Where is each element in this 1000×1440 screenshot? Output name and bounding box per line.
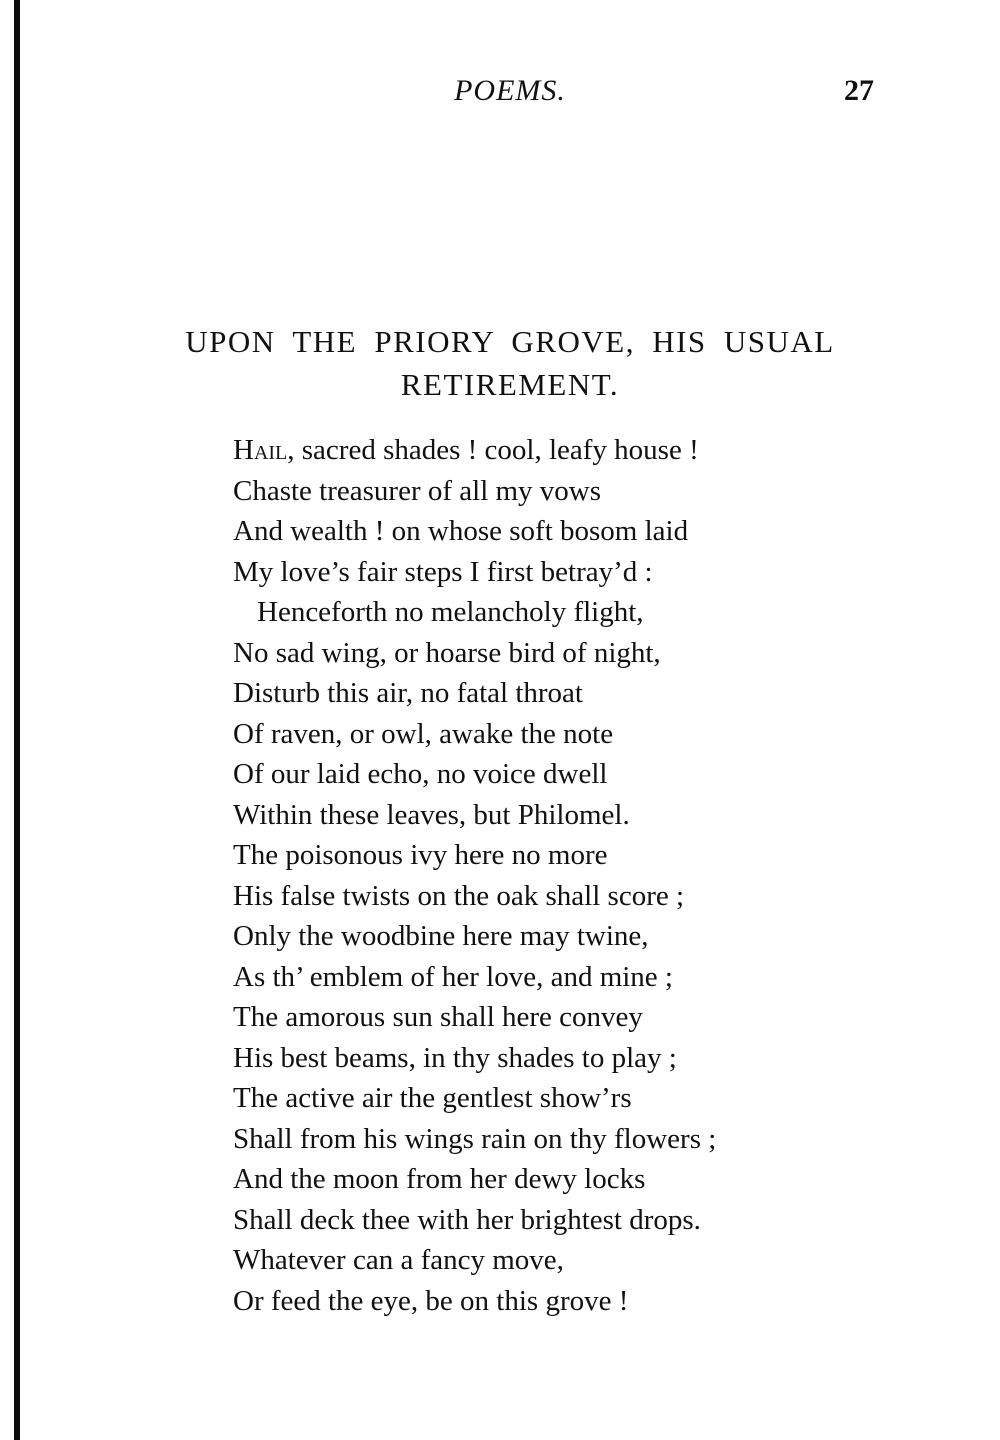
verse-line: Shall from his wings rain on thy flowers ;: [233, 1122, 717, 1155]
verse-line-text: sacred shades ! cool, leafy house !: [301, 434, 699, 466]
verse-line: Whatever can a fancy move,: [233, 1244, 564, 1276]
poem-title-line-1: UPON THE PRIORY GROVE, HIS USUAL: [185, 324, 835, 359]
verse-line: Shall deck thee with her brightest drops.: [233, 1203, 701, 1236]
verse-line: No sad wing, or hoarse bird of night,: [233, 636, 661, 669]
running-title: POEMS.: [454, 74, 566, 107]
verse-line: The active air the gentlest show’rs: [233, 1082, 632, 1114]
verse-line: Of our laid echo, no voice dwell: [233, 758, 608, 790]
opening-word: Hail,: [233, 434, 295, 466]
verse-line: Henceforth no melancholy flight,: [257, 596, 644, 628]
verse-line: My love’s fair steps I first betray’d :: [233, 555, 653, 588]
verse-line: Or feed the eye, be on this grove !: [233, 1284, 629, 1317]
verse-line: The amorous sun shall here convey: [233, 1001, 643, 1033]
verse-line: The poisonous ivy here no more: [233, 839, 608, 871]
verse-line: Within these leaves, but Philomel.: [233, 798, 630, 831]
page-number: 27: [844, 74, 874, 107]
verse-line: And wealth ! on whose soft bosom laid: [233, 515, 689, 547]
verse-line: As th’ emblem of her love, and mine ;: [233, 960, 673, 993]
verse-line: Only the woodbine here may twine,: [233, 920, 649, 952]
poem-body: [233, 430, 913, 1321]
poem-title-line-2: RETIREMENT.: [400, 367, 620, 402]
verse-line: Chaste treasurer of all my vows: [233, 474, 602, 507]
verse-line: Of raven, or owl, awake the note: [233, 717, 614, 750]
verse-line: And the moon from her dewy locks: [233, 1163, 646, 1195]
verse-line: Disturb this air, no fatal throat: [233, 677, 583, 709]
verse-line: [233, 430, 913, 471]
verse-line: His best beams, in thy shades to play ;: [233, 1041, 677, 1074]
poem-title: [120, 320, 900, 406]
running-head: [0, 66, 1000, 116]
binding-edge-rule: [14, 0, 20, 1440]
verse-line: His false twists on the oak shall score ;: [233, 879, 685, 912]
